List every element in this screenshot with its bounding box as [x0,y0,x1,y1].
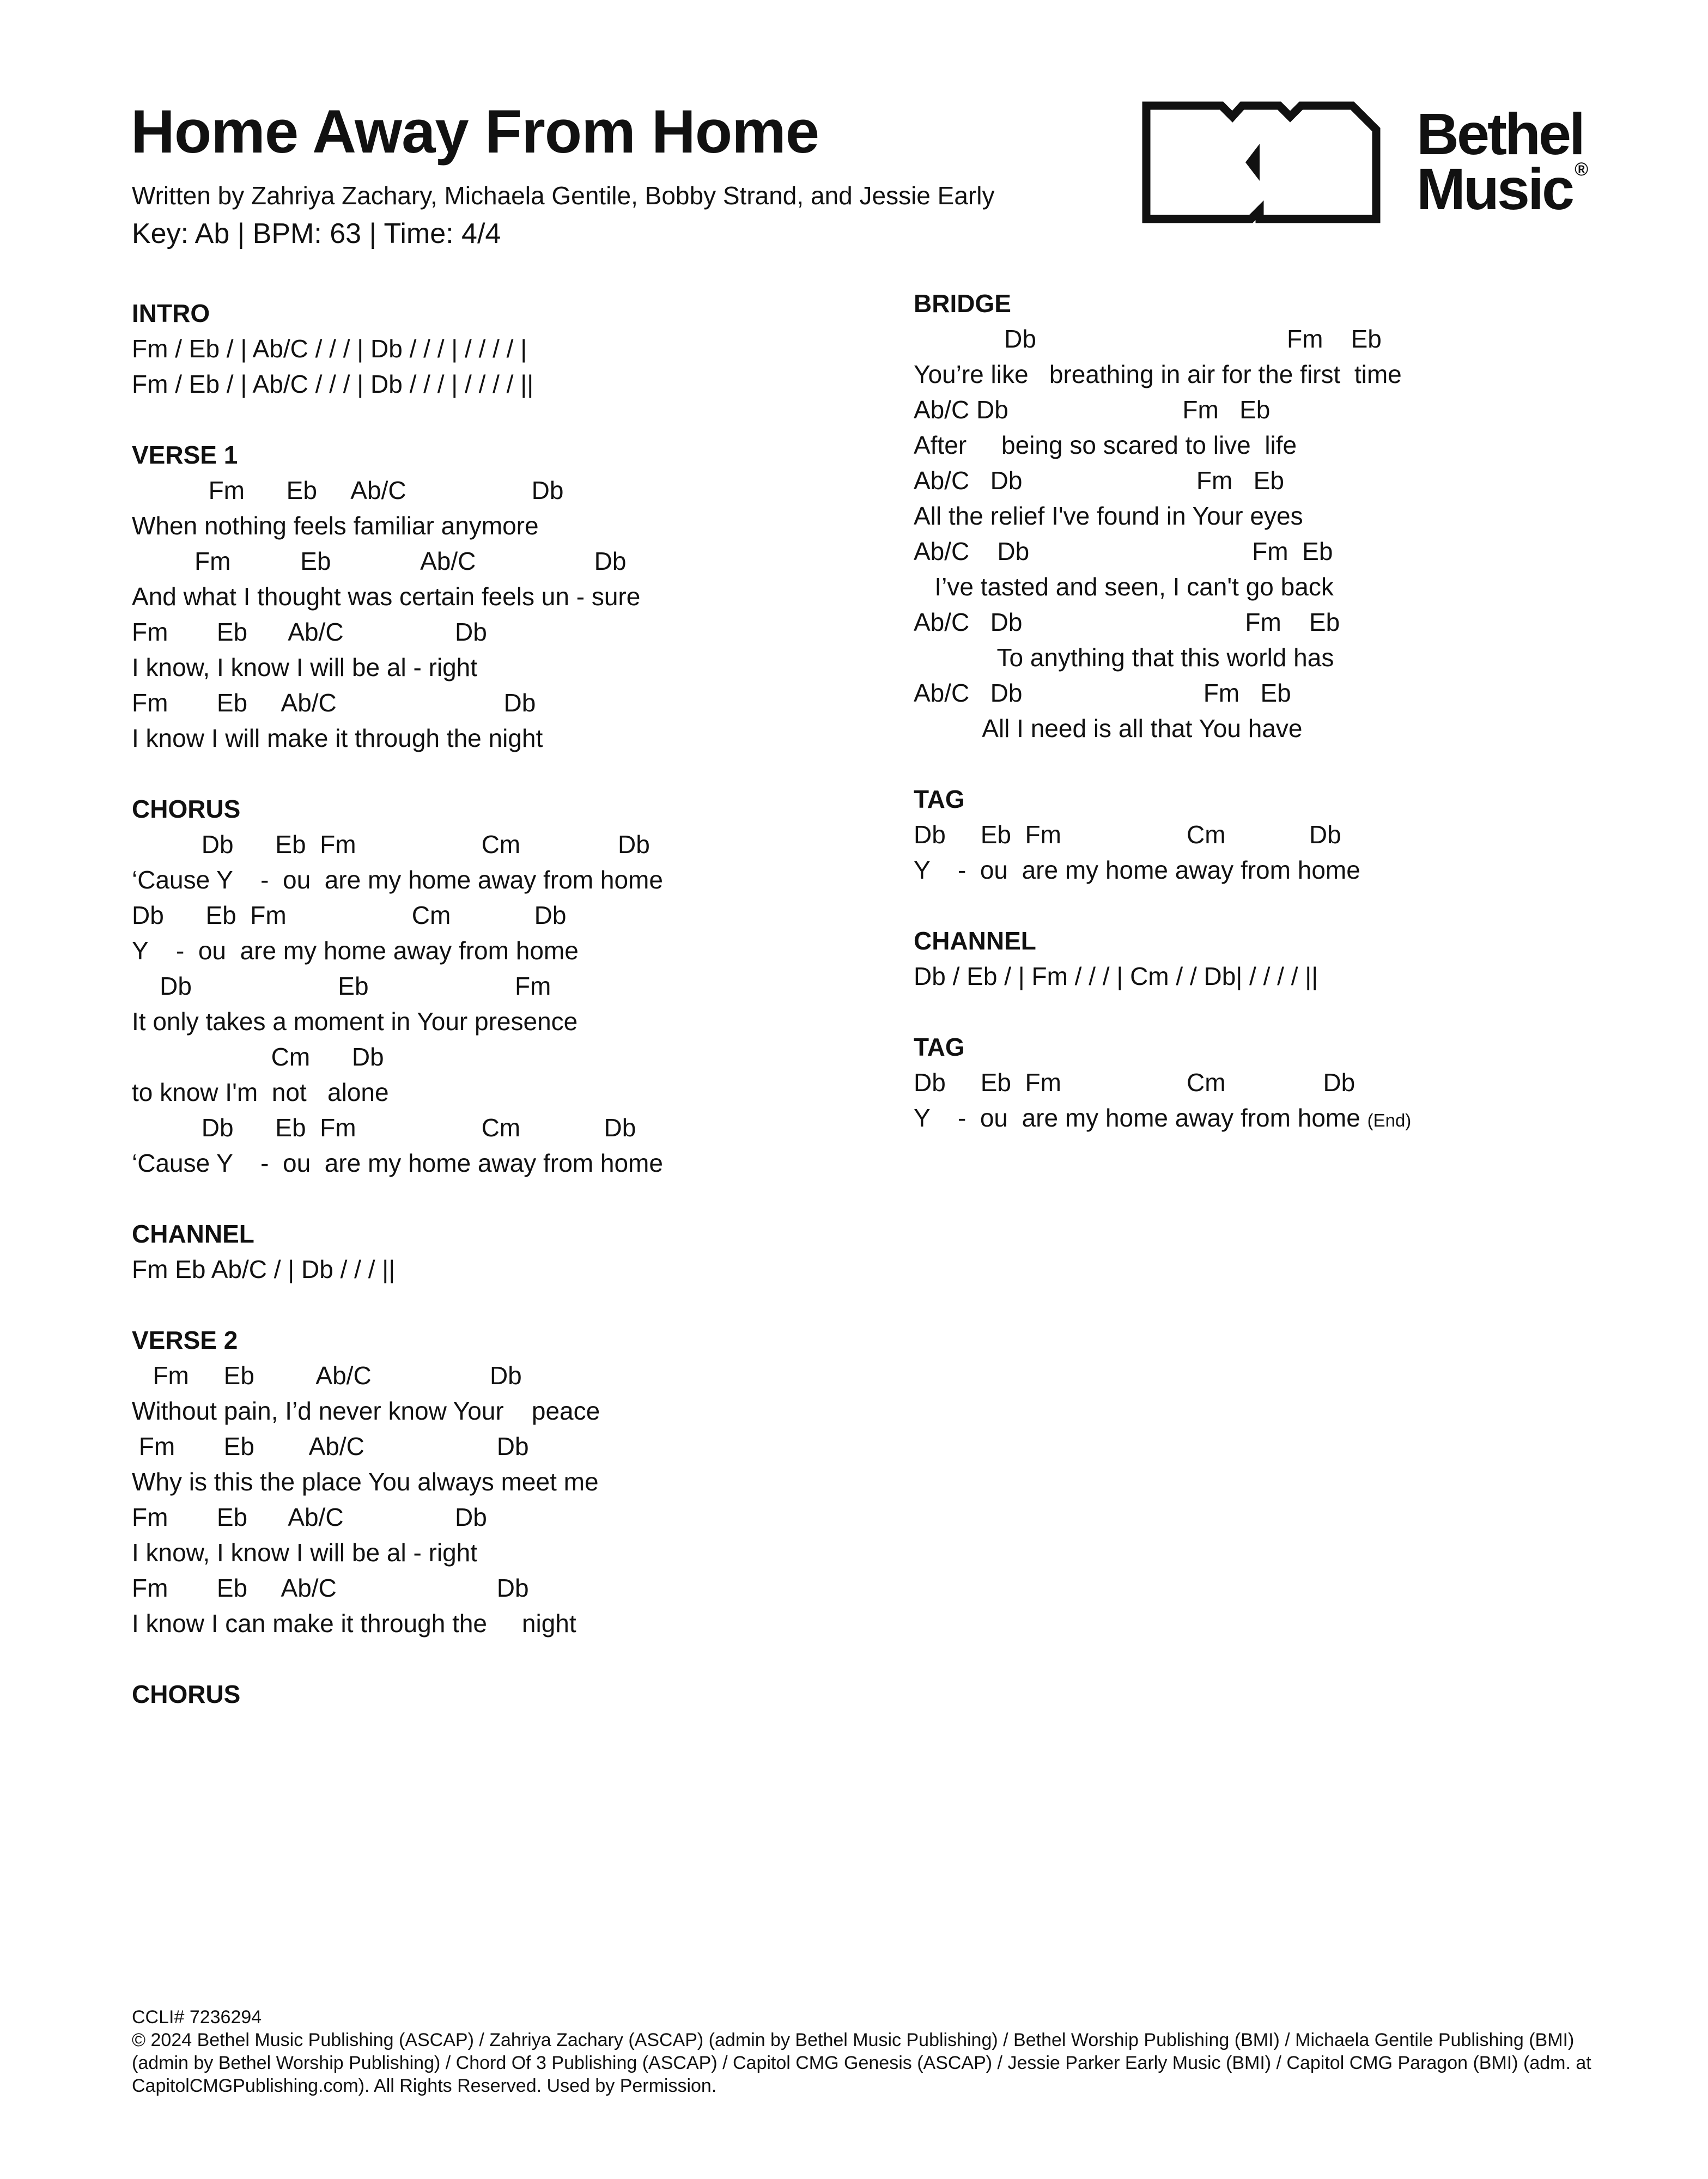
lyric-line [132,933,895,969]
line-text: You’re like breathing in air for the first time [914,360,1402,388]
chord-line [132,473,895,508]
chord-line [132,685,895,721]
line-text: I know I can make it through the night [132,1609,576,1638]
section-label: TAG [914,785,965,813]
line-text: Fm Eb Ab/C Db [132,476,564,504]
lyric-line [132,508,895,544]
song-section [132,1677,895,1712]
chord-line [914,392,1676,428]
line-text: Db Eb Fm Cm Db [914,820,1341,849]
line-text: And what I thought was certain feels un - sure [132,582,641,611]
song-section [132,1323,895,1641]
registered-mark: ® [1575,159,1589,180]
chord-line [132,614,895,650]
chord-line [132,1110,895,1146]
line-text: Without pain, I’d never know Your peace [132,1397,600,1425]
lyric-line [132,862,895,898]
line-text: Cm Db [132,1043,384,1071]
chord-line [132,898,895,933]
song-section [132,296,895,402]
line-text: Db / Eb / | Fm / / / | Cm / / Db| / / / / || [914,962,1318,990]
line-text: Db Fm Eb [914,325,1382,353]
chord-line [132,367,895,402]
line-text: Fm Eb Ab/C Db [132,1361,522,1390]
song-section [914,782,1676,888]
section-label: VERSE 2 [132,1326,238,1354]
line-text: Db Eb Fm [132,972,551,1000]
line-text: Db Eb Fm Cm Db [132,1113,636,1142]
bethel-music-logo-icon [1139,98,1384,227]
chord-line [132,1358,895,1393]
lyric-line [914,1100,1676,1136]
song-title: Home Away From Home [131,98,819,166]
line-text: Fm / Eb / | Ab/C / / / | Db / / / | / / / / | [132,334,527,363]
lyric-line [914,711,1676,746]
line-text: I’ve tasted and seen, I can't go back [914,573,1334,601]
line-text: Db Eb Fm Cm Db [132,830,650,859]
logo-word-music: Music [1417,156,1573,222]
line-text: ‘Cause Y - ou are my home away from home [132,1149,663,1177]
lyric-line [132,1464,895,1500]
copyright-notice: © 2024 Bethel Music Publishing (ASCAP) / Zahriya Zachary (ASCAP) (admin by Bethel Music Publishing) / Bethel Worship Publishing (BMI) / Michaela Gentile Publishing (BMI) (admin by Bethel Worship Publishing) / Chord Of 3 Publishing (ASCAP) / Capitol CMG Genesis (ASCAP) / Jessie Parker Early Music (BMI) / Capitol CMG Paragon (BMI) (adm. at CapitolCMGPublishing.com). All Rights Reserved. Used by Permission. [132,2030,1591,2096]
line-text: Db Eb Fm Cm Db [132,901,567,929]
song-section [914,1030,1676,1136]
song-section [914,923,1676,994]
line-text: It only takes a moment in Your presence [132,1007,578,1036]
chord-line [132,1500,895,1535]
line-text: All I need is all that You have [914,714,1303,742]
line-text: to know I'm not alone [132,1078,389,1106]
line-text: I know I will make it through the night [132,724,543,752]
line-text: To anything that this world has [914,643,1334,672]
lyric-line [914,853,1676,888]
lyric-line [914,640,1676,675]
line-text: Fm Eb Ab/C Db [132,689,536,717]
section-label: CHANNEL [132,1220,254,1248]
line-text: Ab/C Db Fm Eb [914,466,1284,495]
lyric-line [132,721,895,756]
line-text: Ab/C Db Fm Eb [914,395,1271,424]
lyric-line [132,579,895,614]
bethel-music-logo [1417,101,1589,222]
line-text: Ab/C Db Fm Eb [914,679,1291,707]
chord-line [132,1571,895,1606]
lyric-line [132,1393,895,1429]
line-text: Why is this the place You always meet me [132,1468,599,1496]
line-text: Fm Eb Ab/C Db [132,1574,529,1602]
line-text: ‘Cause Y - ou are my home away from home [132,866,663,894]
chord-line [914,534,1676,569]
lyric-line [132,1535,895,1571]
lyric-line [914,498,1676,534]
chord-line [914,959,1676,994]
chord-line [914,1065,1676,1100]
chord-line [914,321,1676,357]
lyric-line [132,1606,895,1641]
song-section [132,792,895,1181]
chord-line [914,463,1676,498]
line-text: Y - ou are my home away from home [914,856,1360,884]
line-text: Fm Eb Ab/C Db [132,1503,487,1531]
song-section [132,1216,895,1287]
chord-line [132,1252,895,1287]
lyric-line [132,650,895,685]
chord-line [132,1039,895,1075]
section-label: TAG [914,1033,965,1061]
section-label: BRIDGE [914,289,1011,318]
song-writers: Written by Zahriya Zachary, Michaela Gentile, Bobby Strand, and Jessie Early [132,181,995,210]
line-text: I know, I know I will be al - right [132,653,478,681]
chord-line [914,605,1676,640]
lyric-line [132,1004,895,1039]
ccli-number: CCLI# 7236294 [132,2007,262,2028]
line-text: Fm Eb Ab/C Db [132,547,627,575]
chord-line [914,675,1676,711]
line-text: Fm Eb Ab/C Db [132,618,487,646]
chord-line [914,817,1676,853]
lyric-line [132,1075,895,1110]
chord-line [132,544,895,579]
lyric-line [914,569,1676,605]
line-text: Y - ou are my home away from home [132,936,579,965]
section-label: CHANNEL [914,927,1036,955]
song-meta: Key: Ab | BPM: 63 | Time: 4/4 [132,218,501,249]
chord-line [132,827,895,862]
section-label: CHORUS [132,795,241,823]
section-label: VERSE 1 [132,441,238,469]
line-text: Fm Eb Ab/C / | Db / / / || [132,1255,396,1283]
section-label: CHORUS [132,1680,241,1708]
song-section [914,286,1676,746]
left-column [132,296,895,1748]
line-text: Ab/C Db Fm Eb [914,608,1340,636]
line-text: I know, I know I will be al - right [132,1538,478,1567]
chord-line [132,969,895,1004]
line-text: Ab/C Db Fm Eb [914,537,1333,565]
section-label: INTRO [132,299,210,327]
right-column [914,286,1676,1171]
footer [132,2006,1625,2097]
song-section [132,437,895,756]
chord-line [132,1429,895,1464]
end-note: (End) [1367,1110,1412,1130]
logo-word-bethel: Bethel [1417,101,1584,167]
line-text: After being so scared to live life [914,431,1297,459]
line-text: When nothing feels familiar anymore [132,512,539,540]
lyric-line [914,357,1676,392]
lyric-line [132,1146,895,1181]
line-text: Db Eb Fm Cm Db [914,1068,1356,1097]
line-text: All the relief I've found in Your eyes [914,502,1303,530]
line-text: Y - ou are my home away from home [914,1104,1360,1132]
chord-line [132,331,895,367]
lyric-line [914,428,1676,463]
line-text: Fm / Eb / | Ab/C / / / | Db / / / | / / / / || [132,370,534,398]
line-text: Fm Eb Ab/C Db [132,1432,529,1460]
